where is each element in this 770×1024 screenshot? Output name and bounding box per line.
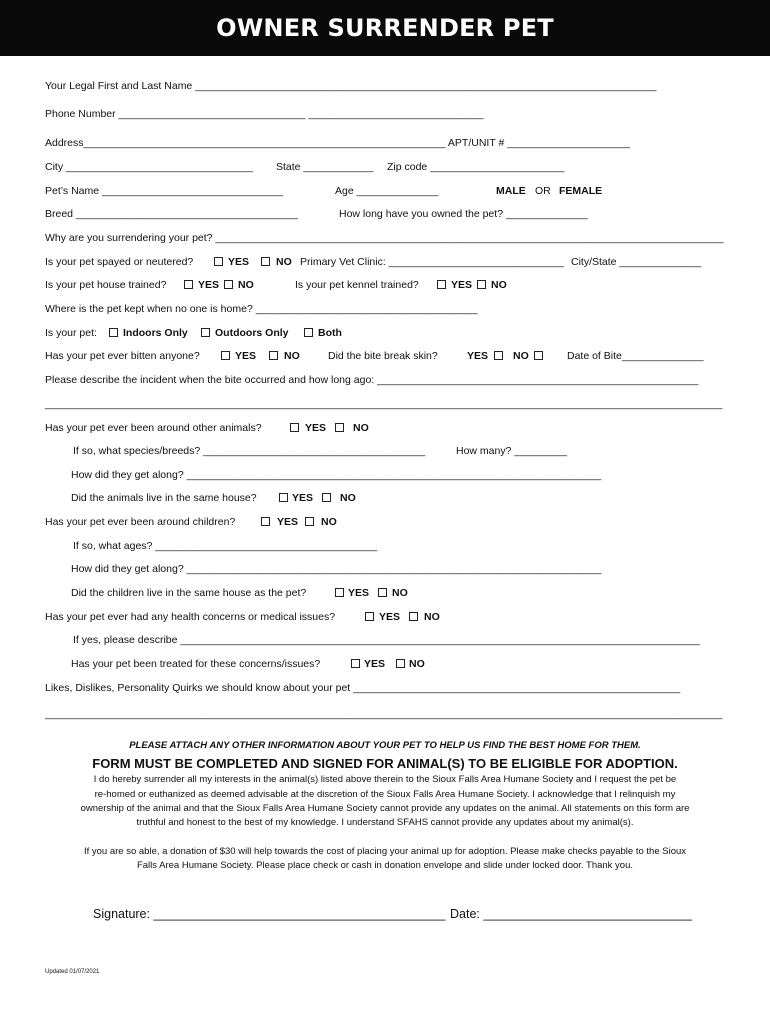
house-trained-no-label: NO (238, 279, 254, 291)
bitten-yes-label: YES (235, 350, 257, 362)
spayed-label: Is your pet spayed or neutered? (45, 256, 194, 268)
treated-yes-label: YES (364, 658, 386, 670)
kennel-trained-no-checkbox[interactable] (477, 280, 486, 289)
children-label: Has your pet ever been around children? (45, 516, 236, 528)
children-get-along-field[interactable]: How did they get along? _______________________________________________________________________ (71, 563, 602, 575)
house-trained-yes-checkbox[interactable] (184, 280, 193, 289)
children-same-house-label: Did the children live in the same house as the pet? (71, 587, 307, 599)
surrender-statement-line-3: ownership of the animal and that the Sioux Falls Area Humane Society cannot provide any updates on the animal. All statements on this form are (80, 803, 690, 814)
health-yes-label: YES (379, 611, 401, 623)
house-trained-label: Is your pet house trained? (45, 279, 167, 291)
male-option[interactable]: MALE (496, 185, 526, 197)
date-of-bite-field[interactable]: Date of Bite______________ (567, 350, 704, 362)
spayed-no-checkbox[interactable] (261, 257, 270, 266)
other-animals-label: Has your pet ever been around other animals? (45, 422, 262, 434)
animals-same-house-yes-label: YES (292, 492, 314, 504)
other-animals-yes-checkbox[interactable] (290, 423, 299, 432)
house-trained-yes-label: YES (198, 279, 220, 291)
phone-field[interactable]: Phone Number ________________________________ ______________________________ (45, 108, 484, 120)
age-field[interactable]: Age ______________ (335, 185, 439, 197)
bitten-yes-checkbox[interactable] (221, 351, 230, 360)
signature-field[interactable]: Signature: __________________________________________ (93, 907, 446, 921)
health-describe-field[interactable]: If yes, please describe _________________________________________________________________________________________ (73, 634, 701, 646)
owned-duration-field[interactable]: How long have you owned the pet? ______________ (339, 208, 588, 220)
bite-break-yes-label: YES (467, 350, 489, 362)
health-no-checkbox[interactable] (409, 612, 418, 621)
legal-name-field[interactable]: Your Legal First and Last Name _______________________________________________________________________________ (45, 80, 657, 92)
kennel-trained-label: Is your pet kennel trained? (295, 279, 419, 291)
animals-same-house-yes-checkbox[interactable] (279, 493, 288, 502)
surrender-reason-field[interactable]: Why are you surrendering your pet? _______________________________________________________________________________________ (45, 232, 724, 244)
animals-same-house-no-checkbox[interactable] (322, 493, 331, 502)
health-yes-checkbox[interactable] (365, 612, 374, 621)
bitten-no-label: NO (284, 350, 300, 362)
bitten-label: Has your pet ever bitten anyone? (45, 350, 200, 362)
personality-line-2[interactable]: ____________________________________________________________________________________________________________________ (45, 708, 723, 720)
children-same-house-yes-label: YES (348, 587, 370, 599)
spayed-no-label: NO (276, 256, 292, 268)
treated-no-checkbox[interactable] (396, 659, 405, 668)
children-no-label: NO (321, 516, 337, 528)
children-same-house-no-checkbox[interactable] (378, 588, 387, 597)
city-field[interactable]: City ________________________________ (45, 161, 253, 173)
updated-date: Updated 01/07/2021 (45, 969, 100, 975)
surrender-statement-line-2: re-homed or euthanized as deemed advisable at the discretion of the Sioux Falls Area Humane Society. I acknowledge that I relinquish my (94, 789, 676, 800)
date-field[interactable]: Date: ______________________________ (450, 907, 692, 921)
personality-field[interactable]: Likes, Dislikes, Personality Quirks we should know about your pet ________________________________________________________ (45, 682, 681, 694)
animals-same-house-label: Did the animals live in the same house? (71, 492, 257, 504)
outdoors-only-checkbox[interactable] (201, 328, 210, 337)
children-same-house-no-label: NO (392, 587, 408, 599)
kennel-trained-yes-label: YES (451, 279, 473, 291)
outdoors-only-label: Outdoors Only (215, 327, 289, 339)
animals-get-along-field[interactable]: How did they get along? _______________________________________________________________________ (71, 469, 602, 481)
bite-break-no-label: NO (513, 350, 529, 362)
surrender-statement-line-1: I do hereby surrender all my interests in the animal(s) listed above therein to the Sioux Falls Area Humane Society and I request the pet be (93, 774, 677, 785)
bite-break-label: Did the bite break skin? (328, 350, 438, 362)
address-field[interactable]: Address______________________________________________________________ APT/UNIT # _____________________ (45, 137, 630, 149)
other-animals-no-checkbox[interactable] (335, 423, 344, 432)
health-label: Has your pet ever had any health concerns or medical issues? (45, 611, 336, 623)
how-many-field[interactable]: How many? _________ (456, 445, 567, 457)
health-no-label: NO (424, 611, 440, 623)
attach-info-notice: PLEASE ATTACH ANY OTHER INFORMATION ABOUT YOUR PET TO HELP US FIND THE BEST HOME FOR THEM. (129, 740, 641, 751)
other-animals-no-label: NO (353, 422, 369, 434)
breed-field[interactable]: Breed ______________________________________ (45, 208, 298, 220)
both-label: Both (318, 327, 342, 339)
pet-name-field[interactable]: Pet’s Name _______________________________ (45, 185, 284, 197)
female-option[interactable]: FEMALE (559, 185, 603, 197)
house-trained-no-checkbox[interactable] (224, 280, 233, 289)
children-ages-field[interactable]: If so, what ages? ______________________________________ (73, 540, 378, 552)
incident-line-2[interactable]: ____________________________________________________________________________________________________________________ (45, 398, 723, 410)
children-yes-checkbox[interactable] (261, 517, 270, 526)
spayed-yes-checkbox[interactable] (214, 257, 223, 266)
kept-location-field[interactable]: Where is the pet kept when no one is home? ______________________________________ (45, 303, 478, 315)
pet-environment-label: Is your pet: (45, 327, 97, 339)
bitten-no-checkbox[interactable] (269, 351, 278, 360)
donation-note-line-1: If you are so able, a donation of $30 will help towards the cost of placing your animal up for adoption. Please make checks payable to the Sioux (83, 846, 687, 857)
spayed-yes-label: YES (228, 256, 250, 268)
bite-break-no-checkbox[interactable] (534, 351, 543, 360)
donation-note-line-2: Falls Area Humane Society. Please place check or cash in donation envelope and slide under locked door. Thank you. (136, 860, 634, 871)
animals-same-house-no-label: NO (340, 492, 356, 504)
zip-field[interactable]: Zip code _______________________ (387, 161, 565, 173)
form-title: OWNER SURRENDER PET (0, 0, 770, 56)
or-label: OR (535, 185, 551, 197)
eligibility-headline: FORM MUST BE COMPLETED AND SIGNED FOR ANIMAL(S) TO BE ELIGIBLE FOR ADOPTION. (92, 756, 678, 771)
kennel-trained-no-label: NO (491, 279, 507, 291)
treated-yes-checkbox[interactable] (351, 659, 360, 668)
kennel-trained-yes-checkbox[interactable] (437, 280, 446, 289)
incident-field[interactable]: Please describe the incident when the bite occurred and how long ago: _______________________________________________________ (45, 374, 699, 386)
bite-break-yes-checkbox[interactable] (494, 351, 503, 360)
children-no-checkbox[interactable] (305, 517, 314, 526)
species-field[interactable]: If so, what species/breeds? ______________________________________ (73, 445, 426, 457)
treated-no-label: NO (409, 658, 425, 670)
state-field[interactable]: State ____________ (276, 161, 374, 173)
both-checkbox[interactable] (304, 328, 313, 337)
city-state-field[interactable]: City/State ______________ (571, 256, 702, 268)
children-yes-label: YES (277, 516, 299, 528)
vet-clinic-field[interactable]: Primary Vet Clinic: ______________________________ (300, 256, 564, 268)
indoors-only-label: Indoors Only (123, 327, 188, 339)
indoors-only-checkbox[interactable] (109, 328, 118, 337)
other-animals-yes-label: YES (305, 422, 327, 434)
children-same-house-yes-checkbox[interactable] (335, 588, 344, 597)
surrender-statement-line-4: truthful and honest to the best of my knowledge. I understand SFAHS cannot provide any updates about my animal(s). (136, 817, 634, 828)
treated-label: Has your pet been treated for these concerns/issues? (71, 658, 321, 670)
